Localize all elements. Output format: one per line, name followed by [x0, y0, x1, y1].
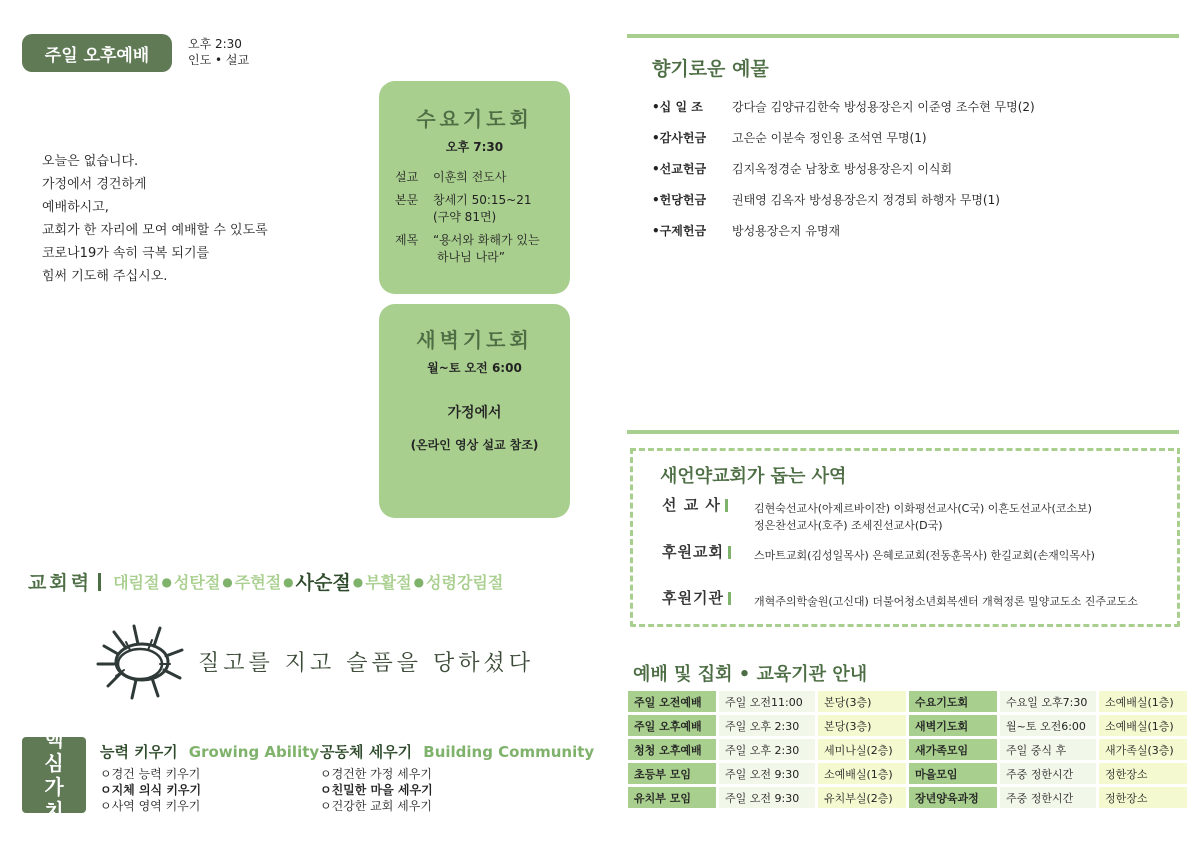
schedule-title: 예배 및 집회 • 교육기관 안내 — [633, 664, 868, 685]
calendar-item: 성령강림절 — [426, 573, 504, 592]
dawn-title: 새벽기도회 — [416, 328, 533, 352]
bar-icon — [725, 499, 728, 512]
table-cell: 마을모임 — [909, 763, 997, 784]
support-names: 김현숙선교사(아제르바이잔) 이화평선교사(C국) 이흔도선교사(코소보) — [754, 502, 1092, 515]
dot-icon: ● — [283, 574, 294, 589]
support-row-church — [662, 544, 1162, 564]
offering-type: •헌당헌금 — [652, 193, 707, 207]
table-row — [628, 763, 1187, 784]
row-value: (구약 81면) — [433, 210, 497, 224]
table-cell: 본당(3층) — [818, 691, 906, 712]
core-values-label: 핵심 가치 — [44, 727, 64, 823]
message-line: 힘써 기도해 주십시오. — [42, 269, 168, 284]
values-item: ㅇ건강한 교회 세우기 — [320, 799, 432, 813]
offering-type: •선교헌금 — [652, 162, 707, 176]
table-cell: 유치부 모임 — [628, 787, 716, 808]
support-names: 개혁주의학술원(고신대) 더불어청소년회복센터 개혁정론 밀양교도소 진주교도소 — [754, 595, 1138, 608]
support-type: 후원교회 — [662, 543, 724, 561]
bar-icon — [728, 546, 731, 559]
table-cell: 정한장소 — [1099, 787, 1187, 808]
table-cell: 주일 오전예배 — [628, 691, 716, 712]
table-cell: 주일 오전 9:30 — [719, 763, 815, 784]
dot-icon: ● — [413, 574, 425, 589]
message-line: 예배하시고, — [42, 200, 109, 215]
row-value: 이훈희 전도사 — [433, 170, 507, 184]
core-values-badge — [22, 727, 86, 823]
row-key: 설교 — [395, 170, 419, 184]
calendar-motto: 질고를 지고 슬픔을 당하셨다 — [198, 651, 535, 676]
afternoon-service-badge — [22, 34, 172, 72]
calendar-item: 성탄절 — [173, 573, 221, 592]
message-line: 교회가 한 자리에 모여 예배할 수 있도록 — [42, 223, 268, 238]
table-cell: 수요일 오후7:30 — [1000, 691, 1096, 712]
calendar-item: 부활절 — [365, 573, 412, 592]
schedule-table-wrap — [625, 688, 1190, 811]
calendar-item: 주현절 — [234, 573, 282, 592]
table-cell: 주일 오전11:00 — [719, 691, 815, 712]
dawn-place: 가정에서 — [447, 405, 502, 421]
offering-row — [652, 191, 1172, 222]
crown-of-thorns-icon — [96, 620, 186, 704]
support-frame-top — [630, 448, 1174, 451]
support-top-divider — [627, 430, 1179, 434]
wednesday-card — [379, 81, 570, 294]
schedule-table — [625, 688, 1190, 811]
afternoon-service-title: 주일 오후예배 — [44, 45, 150, 66]
table-cell: 주일 오후 2:30 — [719, 715, 815, 736]
dot-icon: ● — [161, 574, 172, 589]
table-row — [628, 787, 1187, 808]
table-cell: 세미나실(2층) — [818, 739, 906, 760]
table-cell: 주일 오후 2:30 — [719, 739, 815, 760]
message-line: 코로나19가 속히 극복 되기를 — [42, 246, 210, 261]
offerings-title: 향기로운 예물 — [652, 58, 769, 80]
table-cell: 정한장소 — [1099, 763, 1187, 784]
row-key: 본문 — [395, 193, 419, 207]
table-cell: 주일 중식 후 — [1000, 739, 1096, 760]
support-type: 선 교 사 — [662, 496, 721, 514]
offering-row — [652, 222, 1172, 253]
table-row — [628, 715, 1187, 736]
afternoon-service-time: 오후 2:30 — [188, 37, 242, 51]
support-names: 정은찬선교사(호주) 조세진선교사(D국) — [754, 519, 943, 532]
values-item: ㅇ지체 의식 키우기 — [100, 783, 202, 797]
offering-type: •감사헌금 — [652, 131, 707, 145]
table-row — [628, 739, 1187, 760]
dot-icon: ● — [352, 574, 364, 589]
row-key: 제목 — [395, 233, 419, 247]
table-cell: 주일 오전 9:30 — [719, 787, 815, 808]
table-cell: 수요기도회 — [909, 691, 997, 712]
wednesday-text-row — [395, 192, 570, 226]
offering-names: 김지옥정경순 남창호 방성용장은지 이식회 — [732, 162, 953, 176]
table-cell: 주중 정한시간 — [1000, 787, 1096, 808]
calendar-divider — [98, 573, 101, 591]
offering-row — [652, 129, 1172, 160]
table-cell: 주일 오후예배 — [628, 715, 716, 736]
offerings-list — [652, 98, 1172, 253]
table-cell: 새가족실(3층) — [1099, 739, 1187, 760]
table-cell: 본당(3층) — [818, 715, 906, 736]
values-title-en: Growing Ability — [188, 743, 320, 761]
calendar-item-current: 사순절 — [295, 572, 351, 594]
dawn-card — [379, 304, 570, 518]
values-title: 공동체 세우기 — [320, 743, 413, 761]
values-community — [320, 741, 594, 814]
values-item: ㅇ경건한 가정 세우기 — [320, 767, 432, 781]
offering-names: 강다슬 김양규김한숙 방성용장은지 이준영 조수현 무명(2) — [732, 100, 1035, 114]
wednesday-preacher-row — [395, 169, 570, 186]
support-title: 새언약교회가 돕는 사역 — [660, 466, 847, 487]
afternoon-service-info — [188, 36, 249, 68]
support-type: 후원기관 — [662, 589, 724, 607]
table-cell: 주중 정한시간 — [1000, 763, 1096, 784]
message-line: 오늘은 없습니다. — [42, 154, 139, 169]
table-cell: 장년양육과정 — [909, 787, 997, 808]
afternoon-message — [42, 150, 268, 288]
offering-names: 권태영 김옥자 방성용장은지 정경퇴 하행자 무명(1) — [732, 193, 1000, 207]
wednesday-time: 오후 7:30 — [445, 140, 504, 154]
support-names: 스마트교회(김성일목사) 은혜로교회(전동훈목사) 한길교회(손재익목사) — [754, 549, 1095, 562]
wednesday-title: 수요기도회 — [416, 107, 533, 131]
calendar-label: 교회력 — [28, 572, 93, 594]
values-item: ㅇ경건 능력 키우기 — [100, 767, 201, 781]
church-calendar — [28, 568, 503, 595]
support-row-institution — [662, 590, 1162, 610]
table-cell: 새가족모임 — [909, 739, 997, 760]
values-title-en: Building Community — [423, 743, 595, 761]
table-cell: 소예배실(1층) — [1099, 715, 1187, 736]
offering-type: •구제헌금 — [652, 224, 707, 238]
table-cell: 소예배실(1층) — [818, 763, 906, 784]
values-growing — [100, 741, 319, 814]
table-cell: 새벽기도회 — [909, 715, 997, 736]
values-title: 능력 키우기 — [100, 743, 178, 761]
offering-names: 고은순 이분숙 정인용 조석연 무명(1) — [732, 131, 927, 145]
wednesday-subject-row — [395, 232, 570, 266]
support-row-missionary — [662, 497, 1162, 534]
offering-names: 방성용장은지 유명재 — [732, 224, 841, 238]
values-item: ㅇ친밀한 마을 세우기 — [320, 783, 433, 797]
row-value: “용서와 화해가 있는 — [433, 233, 540, 247]
offering-row — [652, 160, 1172, 191]
row-value: 하나님 나라” — [437, 250, 505, 264]
table-cell: 청청 오후예배 — [628, 739, 716, 760]
dawn-note: (온라인 영상 설교 참조) — [410, 438, 539, 452]
table-row — [628, 691, 1187, 712]
table-cell: 소예배실(1층) — [1099, 691, 1187, 712]
calendar-item: 대림절 — [113, 573, 160, 592]
top-divider — [627, 34, 1179, 38]
offering-type: •십 일 조 — [652, 100, 703, 114]
table-cell: 초등부 모임 — [628, 763, 716, 784]
values-item: ㅇ사역 영역 키우기 — [100, 799, 201, 813]
afternoon-service-lead: 인도 • 설교 — [188, 53, 250, 67]
table-cell: 월~토 오전6:00 — [1000, 715, 1096, 736]
table-cell: 유치부실(2층) — [818, 787, 906, 808]
row-value: 창세기 50:15~21 — [433, 193, 532, 207]
bar-icon — [728, 592, 731, 605]
message-line: 가정에서 경건하게 — [42, 177, 147, 192]
dawn-time: 월~토 오전 6:00 — [427, 361, 522, 375]
offering-row — [652, 98, 1172, 129]
dot-icon: ● — [222, 574, 233, 589]
